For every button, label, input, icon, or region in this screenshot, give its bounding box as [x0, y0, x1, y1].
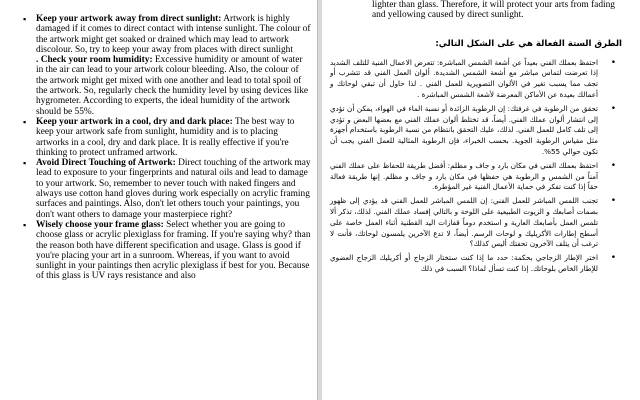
item-text: Artwork is highly damaged if it comes to direct contact with intense sunlight. The colour of the artwork might get soaked or drained which may lead to artwork discolour. So, try to keep your away from places with direct sunlight	[36, 14, 311, 55]
list-item: • احتفظ بعملك الفني بعيداً عن أشعة الشمس المباشرة: تتعرض الاعمال الفنية للتلف الشديد إذا تعرضت لتماس مباشر مع أشعة الشمس الشديدة. ألوان العمل الفني قد تتشرب أو تجف مما يسبب تغير في الألوان التصويرية للعمل الفني . لذا حاول أن تبقي لوحاتك و أعمالك بعيدة عن الأماكن المعرضة لأشعة الشمس المباشرة .	[330, 58, 598, 101]
arabic-heading: الطرق الستة الفعالة هي على الشكل التالي:	[435, 38, 622, 49]
right-document-page	[322, 0, 640, 400]
item-lead: .	[36, 55, 41, 66]
left-document-page	[0, 0, 318, 400]
arabic-tips-list	[330, 58, 622, 275]
list-item	[36, 158, 311, 220]
list-item	[36, 220, 311, 282]
english-tips-list	[20, 14, 311, 282]
item-heading: Keep your artwork in a cool, dry and dark place:	[36, 116, 233, 127]
list-item	[36, 117, 311, 158]
item-text: Excessive humidity or amount of water in the air can lead to your artwork colour bleeding. Also, the colour of the artwork might get mixed with one another and lead to total spoil of the artwork. So, regularly check the humidity level by using devices like hygrometer. According to experts, the ideal humidity of the artwork should be 55%.	[36, 55, 309, 117]
item-heading: Check your room humidity:	[40, 55, 153, 66]
item-text: The best way to keep your artwork safe from sunlight, humidity and is to placing artworks in a cool, dry and dark place. It is really effective if you're thinking to protect unframed artwork.	[36, 116, 295, 158]
item-text: Direct touching of the artwork may lead to exposure to your fingerprints and natural oils and lead to damage to your artwork. So, remember to never touch with naked fingers and always use cotton hand gloves during work especially on acrylic framing surfaces and paintings. Also, don't let others touch your paintings, you don't want others to damage your masterpiece right?	[36, 158, 311, 220]
list-item	[36, 55, 311, 117]
continuation-text: lighter than glass. Therefore, it will protect your arts from fading and yellowing caused by direct sunlight.	[372, 0, 615, 21]
list-item	[36, 14, 311, 55]
list-item: • تجنب اللمس المباشر للعمل الفني: إن اللمس المباشر للعمل الفني قد يؤدي إلى ظهور بصمات أصابعك و الزيوت الطبيعية على اللوحة و بالتالي إفساد عملك الفني. لذلك، تذكر ألا تلمس العمل بأصابعك العارية و استخدم دوماً قفازات اليد القطنية أثناء العمل خاصة على أسطح إطارات الأكريليك و لوحات الرسم. أيضاً، لا تدع الآخرين يلمسون لوحاتك، فأنت لا ترغب أن يتلف الآخرون تحفتك أليس كذلك؟	[330, 196, 598, 250]
item-heading: Avoid Direct Touching of Artwork:	[36, 158, 176, 169]
item-heading: Keep your artwork away from direct sunlight:	[36, 14, 222, 24]
item-text: Select whether you are going to choose glass or acrylic plexiglass for framing. If you're saying why? than the reason both have different specification and usage. Glass is good if you're placing your art in a sunroom. Whereas, if you want to avoid sunlight in your paintings then acrylic plexiglass if best for you. Because of this glass is UV rays resistance and also	[36, 219, 311, 282]
list-item: • اختر الإطار الزجاجي بحكمة: حدد ما إذا كنت ستختار الزجاج أو أكريليك الزجاج العضوي للإطار الخاص بلوحاتك. إذا كنت تسأل لماذا؟ السبب في ذلك	[330, 253, 598, 275]
item-heading: Wisely choose your frame glass:	[36, 219, 164, 230]
list-item: • تحقق من الرطوبة في غرفتك: إن الرطوبة الزائدة أو نسبة الماء في الهواء، يمكن أن تؤدي إلى انتشار ألوان عملك الفني. أيضاً، قد تختلط ألوان عملك الفني مع بعضها البعض و تؤدي إلى تلف كامل للعمل الفني. لذلك، عليك التحقق بانتظام من نسبة الرطوبة باستخدام أجهزة مثل مقياس الرطوبة الجوية. بحسب الخبراء، فإن الرطوبة المثالية للعمل الفني يجب أن تكون حوالي 55%.	[330, 104, 598, 158]
list-item: • احتفظ بعملك الفني في مكان بارد و جاف و مظلم: أفضل طريقة للحفاظ على عملك الفني آمناً من الشمس و الرطوبة هي حفظها في مكان بارد و جاف و مظلم. إنها طريقة فعالة حقاً إذا كنت تفكر في حماية الأعمال الفنية غير المؤطرة.	[330, 161, 598, 193]
